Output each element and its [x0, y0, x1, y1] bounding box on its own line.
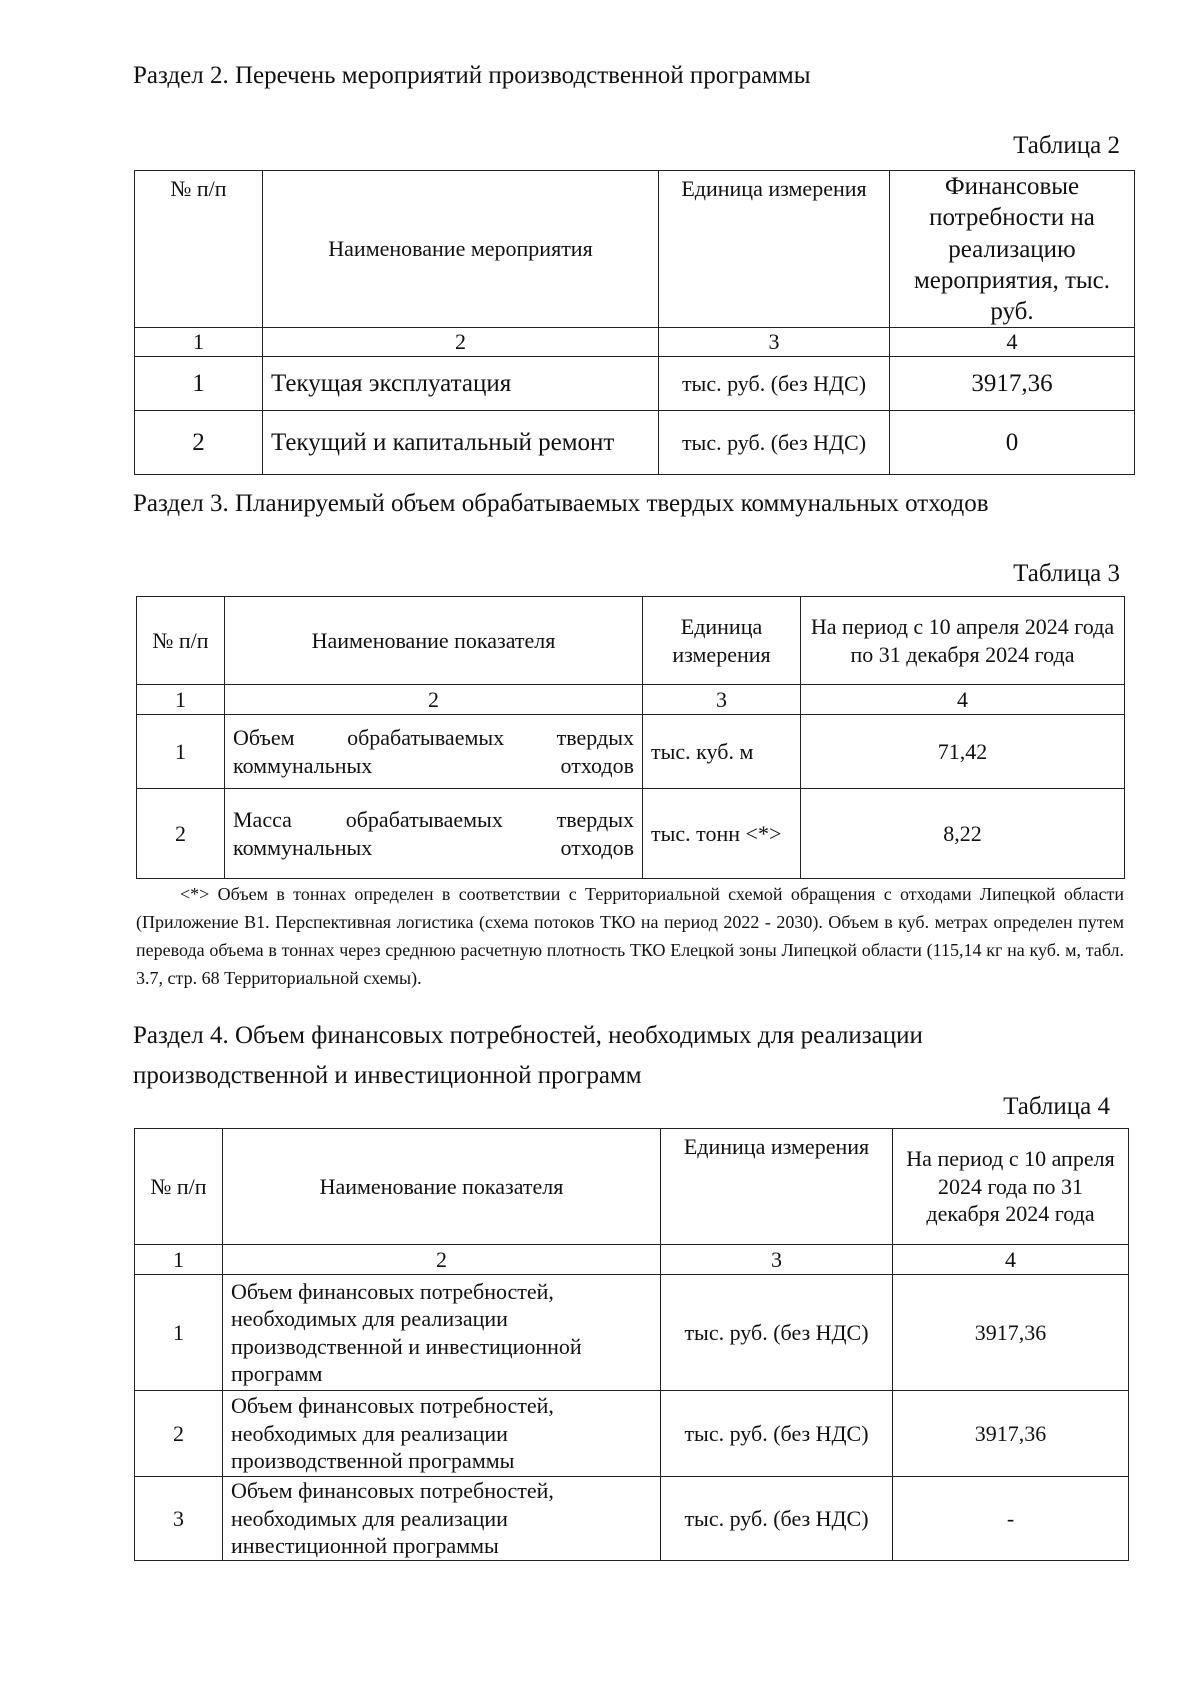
table-row — [135, 1275, 1129, 1391]
table3-caption: Таблица 3 — [1013, 560, 1120, 587]
table-2 — [134, 170, 1135, 475]
section3-heading: Раздел 3. Планируемый объем обрабатываемых твердых коммунальных отходов — [133, 490, 989, 517]
row-unit: тыс. тонн <*> — [643, 789, 801, 879]
row-name: Объем финансовых потребностей, необходимых для реализации инвестиционной программы — [223, 1477, 661, 1561]
header-value: На период с 10 апреля 2024 года по 31 декабря 2024 года — [893, 1129, 1129, 1245]
table-row — [135, 1477, 1129, 1561]
table-row — [137, 715, 1125, 789]
table-3 — [136, 596, 1125, 879]
table-numbering-row — [137, 685, 1125, 715]
column-number: 2 — [263, 328, 659, 357]
table3-footnote: <*> Объем в тоннах определен в соответствии с Территориальной схемой обращения с отходами Липецкой области (Приложение В1. Перспективная логистика (схема потоков ТКО на период 2022 - 2030). Объем в куб. метрах определен путем перевода объема в тоннах через среднюю расчетную плотность ТКО Елецкой зоны Липецкой области (115,14 кг на куб. м, табл. 3.7, стр. 68 Территориальной схемы). — [136, 884, 1124, 988]
section2-heading: Раздел 2. Перечень мероприятий производственной программы — [133, 62, 811, 89]
row-value: 8,22 — [801, 789, 1125, 879]
column-number: 3 — [661, 1245, 893, 1275]
row-value: - — [893, 1477, 1129, 1561]
row-name: Объем финансовых потребностей, необходимых для реализации производственной программы — [223, 1391, 661, 1477]
row-number: 3 — [135, 1477, 223, 1561]
header-value: На период с 10 апреля 2024 года по 31 декабря 2024 года — [801, 597, 1125, 685]
table-header-row — [135, 171, 1135, 328]
row-value: 3917,36 — [890, 356, 1135, 410]
row-number: 2 — [135, 410, 263, 474]
header-name: Наименование показателя — [225, 597, 643, 685]
table4-caption: Таблица 4 — [1003, 1093, 1110, 1120]
row-value: 3917,36 — [893, 1275, 1129, 1391]
header-name: Наименование показателя — [223, 1129, 661, 1245]
header-number: № п/п — [135, 171, 263, 328]
table-numbering-row — [135, 1245, 1129, 1275]
table-row — [135, 410, 1135, 474]
column-number: 2 — [225, 685, 643, 715]
row-number: 1 — [137, 715, 225, 789]
row-number: 2 — [135, 1391, 223, 1477]
row-value: 0 — [890, 410, 1135, 474]
row-unit: тыс. куб. м — [643, 715, 801, 789]
column-number: 2 — [223, 1245, 661, 1275]
column-number: 4 — [801, 685, 1125, 715]
row-value: 3917,36 — [893, 1391, 1129, 1477]
table-header-row — [135, 1129, 1129, 1245]
table2-caption: Таблица 2 — [1013, 132, 1120, 159]
table-row — [137, 789, 1125, 879]
row-name: Текущая эксплуатация — [263, 356, 659, 410]
column-number: 3 — [659, 328, 890, 357]
column-number: 1 — [135, 1245, 223, 1275]
row-number: 2 — [137, 789, 225, 879]
row-unit: тыс. руб. (без НДС) — [661, 1275, 893, 1391]
row-name: Текущий и капитальный ремонт — [263, 410, 659, 474]
column-number: 3 — [643, 685, 801, 715]
row-name: Объем обрабатываемых твердых коммунальных отходов — [225, 715, 643, 789]
column-number: 1 — [135, 328, 263, 357]
header-number: № п/п — [135, 1129, 223, 1245]
row-number: 1 — [135, 356, 263, 410]
row-name: Объем финансовых потребностей, необходимых для реализации производственной и инвестиционной программ — [223, 1275, 661, 1391]
row-unit: тыс. руб. (без НДС) — [661, 1391, 893, 1477]
row-value: 71,42 — [801, 715, 1125, 789]
table-row — [135, 1391, 1129, 1477]
header-number: № п/п — [137, 597, 225, 685]
table-4 — [134, 1128, 1129, 1561]
column-number: 4 — [890, 328, 1135, 357]
row-number: 1 — [135, 1275, 223, 1391]
header-name: Наименование мероприятия — [263, 171, 659, 328]
column-number: 1 — [137, 685, 225, 715]
header-unit: Единица измерения — [643, 597, 801, 685]
table-header-row — [137, 597, 1125, 685]
row-unit: тыс. руб. (без НДС) — [661, 1477, 893, 1561]
section4-heading: Раздел 4. Объем финансовых потребностей, необходимых для реализации производственной и инвестиционной программ — [133, 1022, 923, 1089]
header-unit: Единица измерения — [659, 171, 890, 328]
row-unit: тыс. руб. (без НДС) — [659, 356, 890, 410]
column-number: 4 — [893, 1245, 1129, 1275]
header-value: Финансовые потребности на реализацию мероприятия, тыс. руб. — [890, 171, 1135, 328]
header-unit: Единица измерения — [661, 1129, 893, 1245]
table-row — [135, 356, 1135, 410]
row-name: Масса обрабатываемых твердых коммунальных отходов — [225, 789, 643, 879]
table-numbering-row — [135, 328, 1135, 357]
row-unit: тыс. руб. (без НДС) — [659, 410, 890, 474]
